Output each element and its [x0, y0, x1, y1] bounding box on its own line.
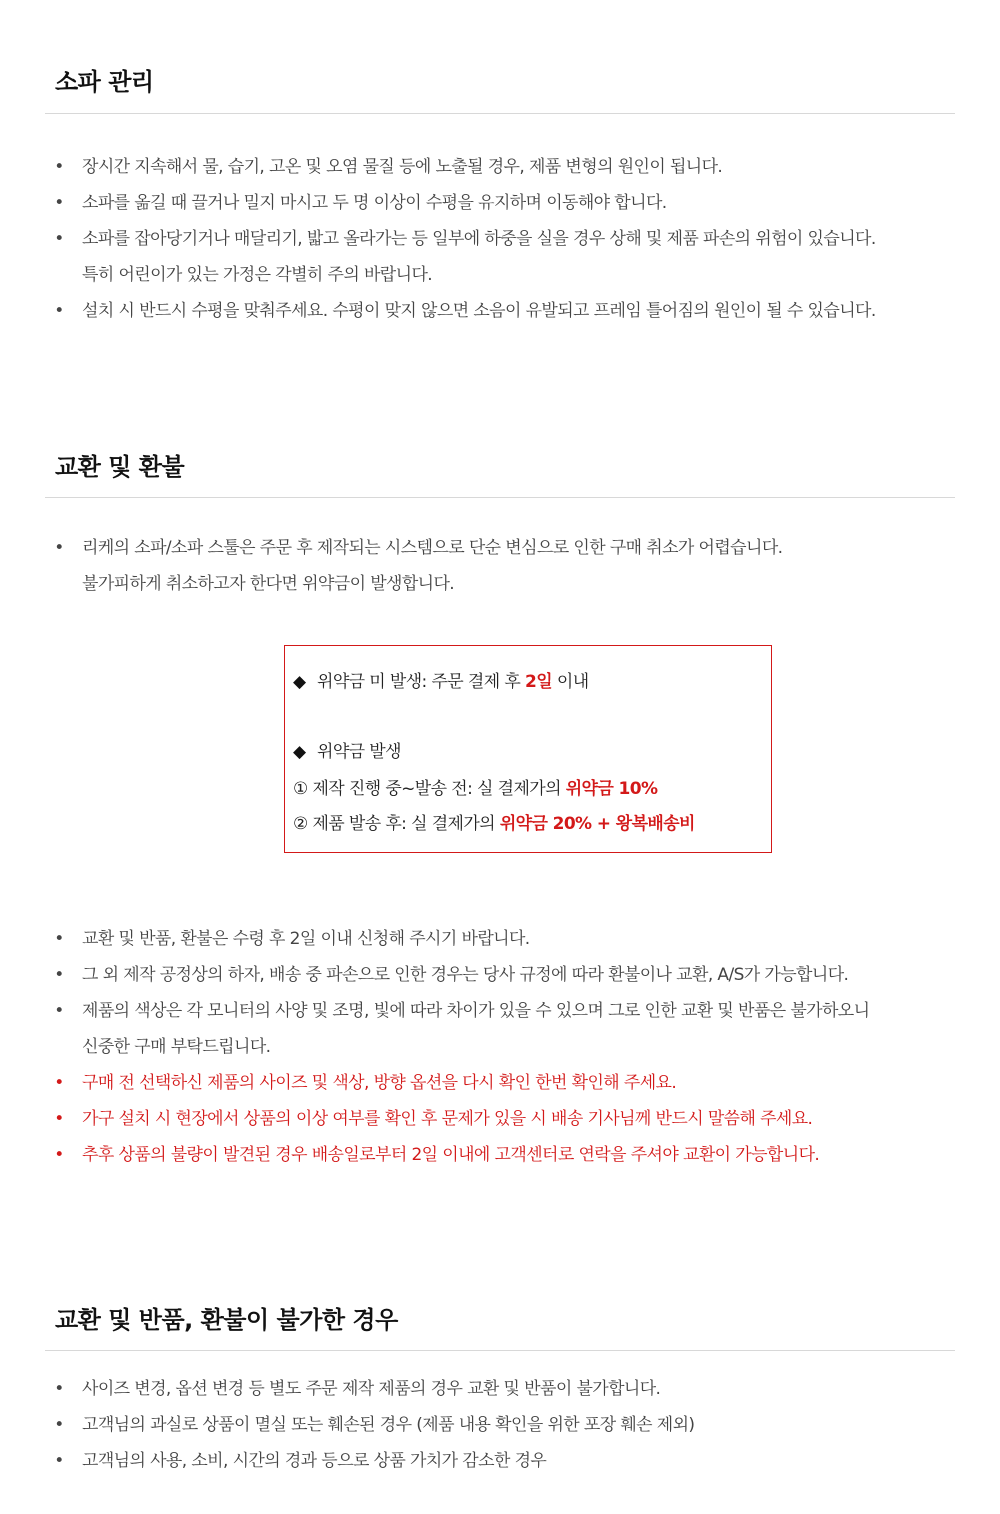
- list-item: [0, 1371, 962, 1407]
- non-refundable-divider: [45, 1350, 955, 1351]
- bullet-icon: •: [54, 929, 64, 949]
- no-penalty-suffix: 이내: [552, 672, 589, 692]
- no-penalty-prefix: 위약금 미 발생: 주문 결제 후: [317, 672, 525, 692]
- exchange-refund-title: 교환 및 환불: [55, 453, 185, 481]
- penalty-case-2-amount: 위약금 20% + 왕복배송비: [499, 814, 695, 834]
- exchange-refund-divider: [45, 497, 955, 498]
- sofa-care-list: [0, 149, 962, 329]
- list-item-text: 신중한 구매 부탁드립니다.: [82, 1037, 271, 1057]
- list-item: [0, 1137, 962, 1173]
- list-item: [0, 1443, 962, 1479]
- exchange-refund-intro: [0, 530, 962, 602]
- list-item-text: 소파를 잡아당기거나 매달리기, 밟고 올라가는 등 일부에 하중을 실을 경우 상해 및 제품 파손의 위험이 있습니다.: [82, 229, 876, 249]
- list-item: [0, 293, 962, 329]
- list-item: [0, 530, 962, 602]
- exchange-refund-list: [0, 921, 962, 1065]
- bullet-icon: •: [54, 1451, 64, 1471]
- bullet-icon: •: [54, 1145, 64, 1165]
- list-item: [0, 1101, 962, 1137]
- sofa-care-title: 소파 관리: [55, 68, 154, 96]
- bullet-icon: •: [54, 1415, 64, 1435]
- non-refundable-list: [0, 1371, 962, 1479]
- list-item-text: 고객님의 사용, 소비, 시간의 경과 등으로 상품 가치가 감소한 경우: [82, 1451, 547, 1471]
- penalty-heading: 위약금 발생: [317, 742, 401, 762]
- list-item-text: 사이즈 변경, 옵션 변경 등 별도 주문 제작 제품의 경우 교환 및 반품이 불가합니다.: [82, 1379, 661, 1399]
- list-item-text: 소파를 옮길 때 끌거나 밀지 마시고 두 명 이상이 수평을 유지하며 이동해야 합니다.: [82, 193, 667, 213]
- bullet-icon: •: [54, 1109, 64, 1129]
- list-item-text: 고객님의 과실로 상품이 멸실 또는 훼손된 경우 (제품 내용 확인을 위한 포장 훼손 제외): [82, 1415, 695, 1435]
- penalty-case-1-text: ① 제작 진행 중~발송 전: 실 결제가의: [293, 779, 566, 799]
- list-item-text: 가구 설치 시 현장에서 상품의 이상 여부를 확인 후 문제가 있을 시 배송 기사님께 반드시 말씀해 주세요.: [82, 1109, 813, 1129]
- bullet-icon: •: [54, 965, 64, 985]
- penalty-heading-row: [293, 740, 401, 764]
- list-item-text: 그 외 제작 공정상의 하자, 배송 중 파손으로 인한 경우는 당사 규정에 따라 환불이나 교환, A/S가 가능합니다.: [82, 965, 849, 985]
- non-refundable-title: 교환 및 반품, 환불이 불가한 경우: [55, 1306, 398, 1334]
- list-item: [0, 149, 962, 185]
- list-item-text: 교환 및 반품, 환불은 수령 후 2일 이내 신청해 주시기 바랍니다.: [82, 929, 530, 949]
- no-penalty-days: 2일: [525, 672, 553, 692]
- penalty-case-1: [293, 777, 657, 801]
- sofa-care-divider: [45, 113, 955, 114]
- diamond-icon: ◆: [293, 742, 306, 762]
- bullet-icon: •: [54, 1073, 64, 1093]
- bullet-icon: •: [54, 301, 64, 321]
- list-item-text: 장시간 지속해서 물, 습기, 고온 및 오염 물질 등에 노출될 경우, 제품 변형의 원인이 됩니다.: [82, 157, 723, 177]
- no-penalty-row: [293, 670, 589, 694]
- bullet-icon: •: [54, 193, 64, 213]
- penalty-case-2-text: ② 제품 발송 후: 실 결제가의: [293, 814, 500, 834]
- list-item-text: 추후 상품의 불량이 발견된 경우 배송일로부터 2일 이내에 고객센터로 연락을 주셔야 교환이 가능합니다.: [82, 1145, 820, 1165]
- bullet-icon: •: [54, 538, 64, 558]
- list-item: [0, 957, 962, 993]
- bullet-icon: •: [54, 229, 64, 249]
- list-item: [0, 993, 962, 1065]
- penalty-notice-box: [284, 645, 772, 853]
- list-item-text: 설치 시 반드시 수평을 맞춰주세요. 수평이 맞지 않으면 소음이 유발되고 프레임 틀어짐의 원인이 될 수 있습니다.: [82, 301, 876, 321]
- list-item: [0, 221, 962, 293]
- list-item-text: 불가피하게 취소하고자 한다면 위약금이 발생합니다.: [82, 574, 455, 594]
- list-item: [0, 1065, 962, 1101]
- list-item: [0, 921, 962, 957]
- diamond-icon: ◆: [293, 672, 306, 692]
- bullet-icon: •: [54, 157, 64, 177]
- exchange-refund-warning-list: [0, 1065, 962, 1173]
- penalty-case-2: [293, 812, 695, 836]
- bullet-icon: •: [54, 1001, 64, 1021]
- list-item-text: 제품의 색상은 각 모니터의 사양 및 조명, 빛에 따라 차이가 있을 수 있으며 그로 인한 교환 및 반품은 불가하오니: [82, 1001, 870, 1021]
- list-item-text: 특히 어린이가 있는 가정은 각별히 주의 바랍니다.: [82, 265, 433, 285]
- list-item: [0, 1407, 962, 1443]
- penalty-case-1-amount: 위약금 10%: [565, 779, 658, 799]
- bullet-icon: •: [54, 1379, 64, 1399]
- list-item: [0, 185, 962, 221]
- list-item-text: 리케의 소파/소파 스툴은 주문 후 제작되는 시스템으로 단순 변심으로 인한 구매 취소가 어렵습니다.: [82, 538, 783, 558]
- list-item-text: 구매 전 선택하신 제품의 사이즈 및 색상, 방향 옵션을 다시 확인 한번 확인해 주세요.: [82, 1073, 677, 1093]
